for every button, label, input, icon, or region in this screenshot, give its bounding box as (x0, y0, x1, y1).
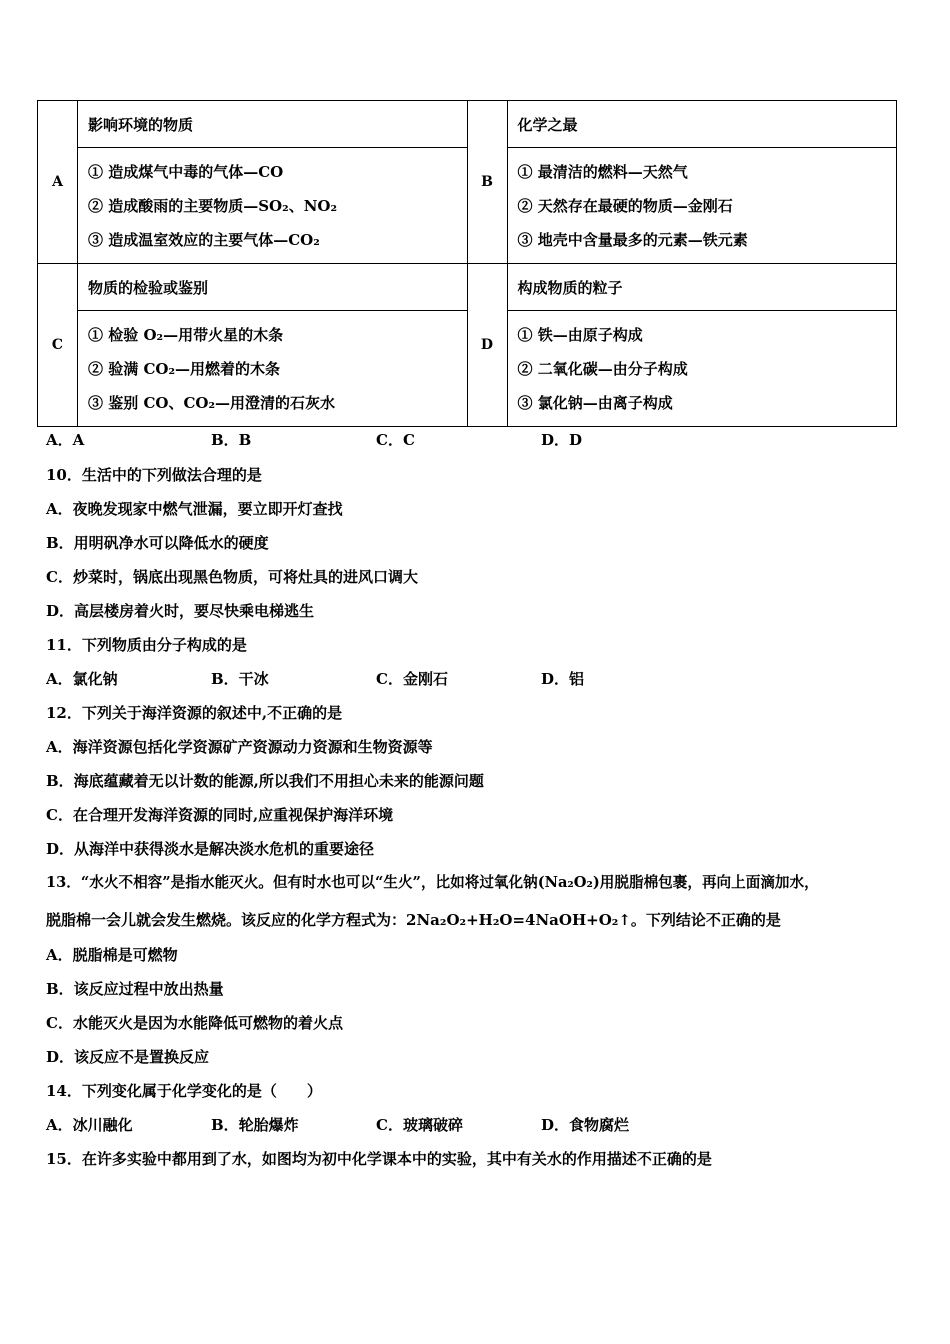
option-a-item-3: ③ 造成温室效应的主要气体—CO₂ (88, 230, 320, 249)
q11-option-d[interactable]: D．铝 (541, 670, 585, 688)
q12-option-d[interactable]: D．从海洋中获得淡水是解决淡水危机的重要途径 (46, 840, 375, 858)
option-c-item-3: ③ 鉴别 CO、CO₂—用澄清的石灰水 (88, 393, 336, 412)
option-b-item-1: ① 最清洁的燃料—天然气 (517, 162, 688, 181)
option-d-item-1: ① 铁—由原子构成 (517, 325, 643, 344)
q9-choice-b[interactable]: B．B (211, 431, 252, 449)
option-b-letter: B (467, 101, 507, 264)
option-a-letter: A (38, 101, 78, 264)
q12-option-b[interactable]: B．海底蕴藏着无以计数的能源,所以我们不用担心未来的能源问题 (46, 772, 484, 790)
q14-option-a[interactable]: A．冰川融化 (46, 1116, 133, 1134)
q11-option-a[interactable]: A．氯化钠 (46, 670, 118, 688)
option-a-item-1: ① 造成煤气中毒的气体—CO (88, 162, 284, 181)
q12-option-a[interactable]: A．海洋资源包括化学资源矿产资源动力资源和生物资源等 (46, 738, 433, 756)
option-c-letter: C (38, 264, 78, 427)
option-d-letter: D (467, 264, 507, 427)
q9-choice-d[interactable]: D．D (541, 431, 583, 449)
option-d-header: 构成物质的粒子 (507, 264, 897, 311)
option-d-item-3: ③ 氯化钠—由离子构成 (517, 393, 673, 412)
option-a-item-2: ② 造成酸雨的主要物质—SO₂、NO₂ (88, 196, 338, 215)
q10-option-c[interactable]: C．炒菜时，锅底出现黑色物质，可将灶具的进风口调大 (46, 568, 418, 586)
option-d-items (507, 311, 897, 427)
option-b-header: 化学之最 (507, 101, 897, 148)
q12-option-c[interactable]: C．在合理开发海洋资源的同时,应重视保护海洋环境 (46, 806, 394, 824)
q10-stem: 10．生活中的下列做法合理的是 (46, 466, 262, 484)
q13-option-d[interactable]: D．该反应不是置换反应 (46, 1048, 210, 1066)
option-b-item-3: ③ 地壳中含量最多的元素—铁元素 (517, 230, 748, 249)
option-c-item-1: ① 检验 O₂—用带火星的木条 (88, 325, 284, 344)
option-c-item-2: ② 验满 CO₂—用燃着的木条 (88, 359, 281, 378)
q14-option-b[interactable]: B．轮胎爆炸 (211, 1116, 299, 1134)
q13-option-b[interactable]: B．该反应过程中放出热量 (46, 980, 224, 998)
option-c-items (78, 311, 468, 427)
question-9-table (37, 100, 897, 427)
q9-choice-a[interactable]: A．A (46, 431, 85, 449)
q14-stem: 14．下列变化属于化学变化的是（ ） (46, 1082, 322, 1100)
q15-stem: 15．在许多实验中都用到了水，如图均为初中化学课本中的实验，其中有关水的作用描述不正确的是 (46, 1150, 712, 1168)
q13-option-c[interactable]: C．水能灭火是因为水能降低可燃物的着火点 (46, 1014, 343, 1032)
q10-option-b[interactable]: B．用明矾净水可以降低水的硬度 (46, 534, 269, 552)
q12-stem: 12．下列关于海洋资源的叙述中,不正确的是 (46, 704, 343, 722)
q14-option-d[interactable]: D．食物腐烂 (541, 1116, 630, 1134)
q10-option-a[interactable]: A．夜晚发现家中燃气泄漏，要立即开灯查找 (46, 500, 343, 518)
q11-option-c[interactable]: C．金刚石 (376, 670, 448, 688)
q14-option-c[interactable]: C．玻璃破碎 (376, 1116, 463, 1134)
option-a-header: 影响环境的物质 (78, 101, 468, 148)
q10-option-d[interactable]: D．高层楼房着火时，要尽快乘电梯逃生 (46, 602, 315, 620)
option-c-header: 物质的检验或鉴别 (78, 264, 468, 311)
option-a-items (78, 148, 468, 264)
q13-stem-line-2: 脱脂棉一会儿就会发生燃烧。该反应的化学方程式为：2Na₂O₂+H₂O=4NaOH+O₂↑。下列结论不正确的是 (46, 911, 781, 929)
q11-option-b[interactable]: B．干冰 (211, 670, 269, 688)
q13-option-a[interactable]: A．脱脂棉是可燃物 (46, 946, 178, 964)
q9-choice-c[interactable]: C．C (376, 431, 415, 449)
q13-stem-line-1: 13．“水火不相容”是指水能灭火。但有时水也可以“生火”，比如将过氧化钠(Na₂O₂)用脱脂棉包裹，再向上面滴加水， (46, 874, 819, 891)
q11-stem: 11．下列物质由分子构成的是 (46, 636, 247, 654)
option-d-item-2: ② 二氧化碳—由分子构成 (517, 359, 688, 378)
option-b-items (507, 148, 897, 264)
option-b-item-2: ② 天然存在最硬的物质—金刚石 (517, 196, 733, 215)
